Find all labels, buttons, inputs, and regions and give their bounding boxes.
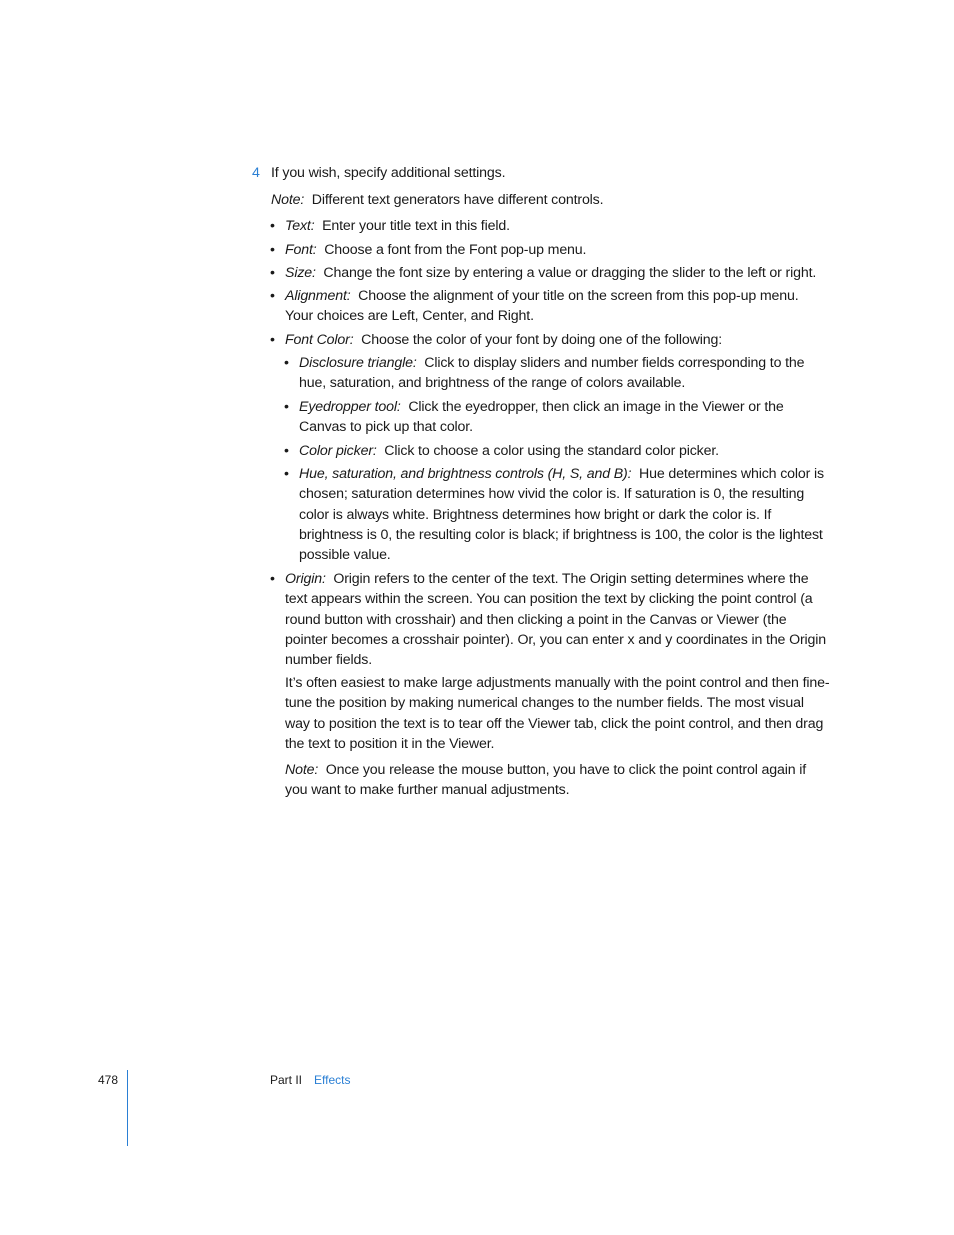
item-label: Size: [285, 265, 316, 281]
sub-item-label: Disclosure triangle: [299, 355, 417, 371]
sub-item-label: Color picker: [299, 443, 377, 459]
item-label: Font: [285, 242, 317, 258]
note-different-controls [271, 190, 831, 210]
page-number: 478 [98, 1073, 119, 1087]
item-label: Origin: [285, 571, 326, 587]
bullet-marker: • [270, 571, 275, 587]
item-text: Choose the alignment of your title on the screen from this pop-up menu. Your choices are Left, Center, and Right. [285, 288, 799, 325]
bullet-marker: • [284, 443, 289, 459]
note-label: Note: [271, 192, 305, 208]
bullet-marker: • [270, 265, 275, 281]
footer-part-label: Part II [270, 1073, 303, 1087]
note-label: Note: [285, 762, 319, 778]
sub-item-label: Eyedropper tool: [299, 399, 401, 415]
item-text: Choose a font from the Font pop-up menu. [324, 242, 587, 258]
bullet-marker: • [270, 242, 275, 258]
sub-item-text: Hue determines which color is chosen; saturation determines how vivid the color is. If saturation is 0, the resulting color is always white. Brightness determines how bright or dark the color is. If brightness is 0, the resulting color is black; if brightness is 100, the color is the lightest possible value. [299, 466, 824, 564]
item-text: Choose the color of your font by doing one of the following: [361, 332, 723, 348]
item-text: Change the font size by entering a value or dragging the slider to the left or right. [323, 265, 817, 281]
sub-item-text: Click to display sliders and number fields corresponding to the hue, saturation, and brightness of the range of colors available. [299, 355, 805, 392]
bullet-marker: • [284, 355, 289, 371]
note-manual-adjustments [285, 760, 830, 801]
item-label: Alignment: [285, 288, 351, 304]
sub-item-text: Click to choose a color using the standard color picker. [384, 443, 719, 459]
bullet-marker: • [284, 466, 289, 482]
item-label: Text: [285, 218, 315, 234]
item-label: Font Color: [285, 332, 354, 348]
bullet-marker: • [270, 218, 275, 234]
note-text: Different text generators have different controls. [311, 192, 604, 208]
bullet-marker: • [270, 332, 275, 348]
footer-section-link[interactable]: Effects [314, 1073, 351, 1087]
bullet-marker: • [284, 399, 289, 415]
footer-divider [127, 1070, 128, 1146]
sub-item-text: Click the eyedropper, then click an image in the Viewer or the Canvas to pick up that color. [299, 399, 784, 436]
bullet-marker: • [270, 288, 275, 304]
origin-paragraph: It’s often easiest to make large adjustments manually with the point control and then fine-tune the position by making numerical changes to the number fields. The most visual way to position the text is to tear off the Viewer tab, click the point control, and then drag the text to position it in the Viewer. [285, 675, 830, 752]
sub-item-label: Hue, saturation, and brightness controls (H, S, and B): [299, 466, 632, 482]
step-number: 4 [252, 165, 260, 181]
note-text: Once you release the mouse button, you have to click the point control again if you want to make further manual adjustments. [285, 762, 807, 799]
step-text: If you wish, specify additional settings. [271, 165, 506, 181]
item-text: Origin refers to the center of the text. The Origin setting determines where the text appears within the screen. You can position the text by clicking the point control (a round button with crosshair) and then clicking a point in the Canvas or Viewer (the pointer becomes a crosshair pointer). Or, you can enter x and y coordinates in the Origin number fields. [285, 571, 827, 669]
item-text: Enter your title text in this field. [322, 218, 510, 234]
